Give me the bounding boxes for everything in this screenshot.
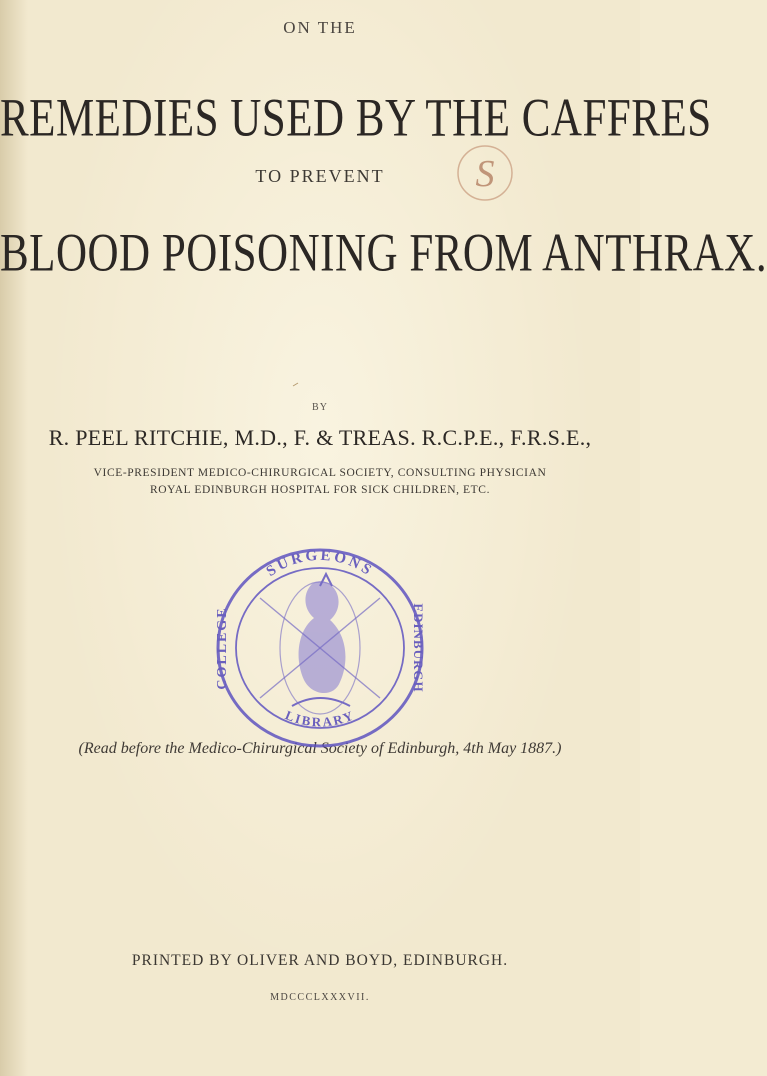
year-line: MDCCCLXXXVII. xyxy=(270,992,370,1003)
title-sub: BLOOD POISONING FROM ANTHRAX. xyxy=(0,224,767,283)
library-stamp xyxy=(200,538,440,766)
header-line: ON THE xyxy=(283,18,357,37)
paper-speck xyxy=(293,383,298,386)
credentials-line-2: ROYAL EDINBURGH HOSPITAL FOR SICK CHILDREN, ETC. xyxy=(149,484,491,496)
monogram-letter: S xyxy=(475,153,495,195)
read-before-note: (Read before the Medico-Chirurgical Society of Edinburgh, 4th May 1887.) xyxy=(78,740,562,757)
printer-line: PRINTED BY OLIVER AND BOYD, EDINBURGH. xyxy=(131,952,509,969)
stamp-right-text: EDINBURGH xyxy=(411,603,426,693)
stamp-top-text: SURGEONS xyxy=(263,547,377,580)
title-main: REMEDIES USED BY THE CAFFRES xyxy=(0,89,712,148)
credentials-line-1: VICE-PRESIDENT MEDICO-CHIRURGICAL SOCIETY, CONSULTING PHYSICIAN xyxy=(93,467,547,479)
stamp-left-text: COLLEGE xyxy=(215,606,230,690)
to-prevent-line: TO PREVENT xyxy=(255,166,385,186)
library-monogram xyxy=(452,140,518,206)
author-line: R. PEEL RITCHIE, M.D., F. & TREAS. R.C.P.E., F.R.S.E., xyxy=(48,425,592,450)
stamp-bottom-text: LIBRARY xyxy=(283,707,357,730)
by-line: BY xyxy=(312,402,328,413)
